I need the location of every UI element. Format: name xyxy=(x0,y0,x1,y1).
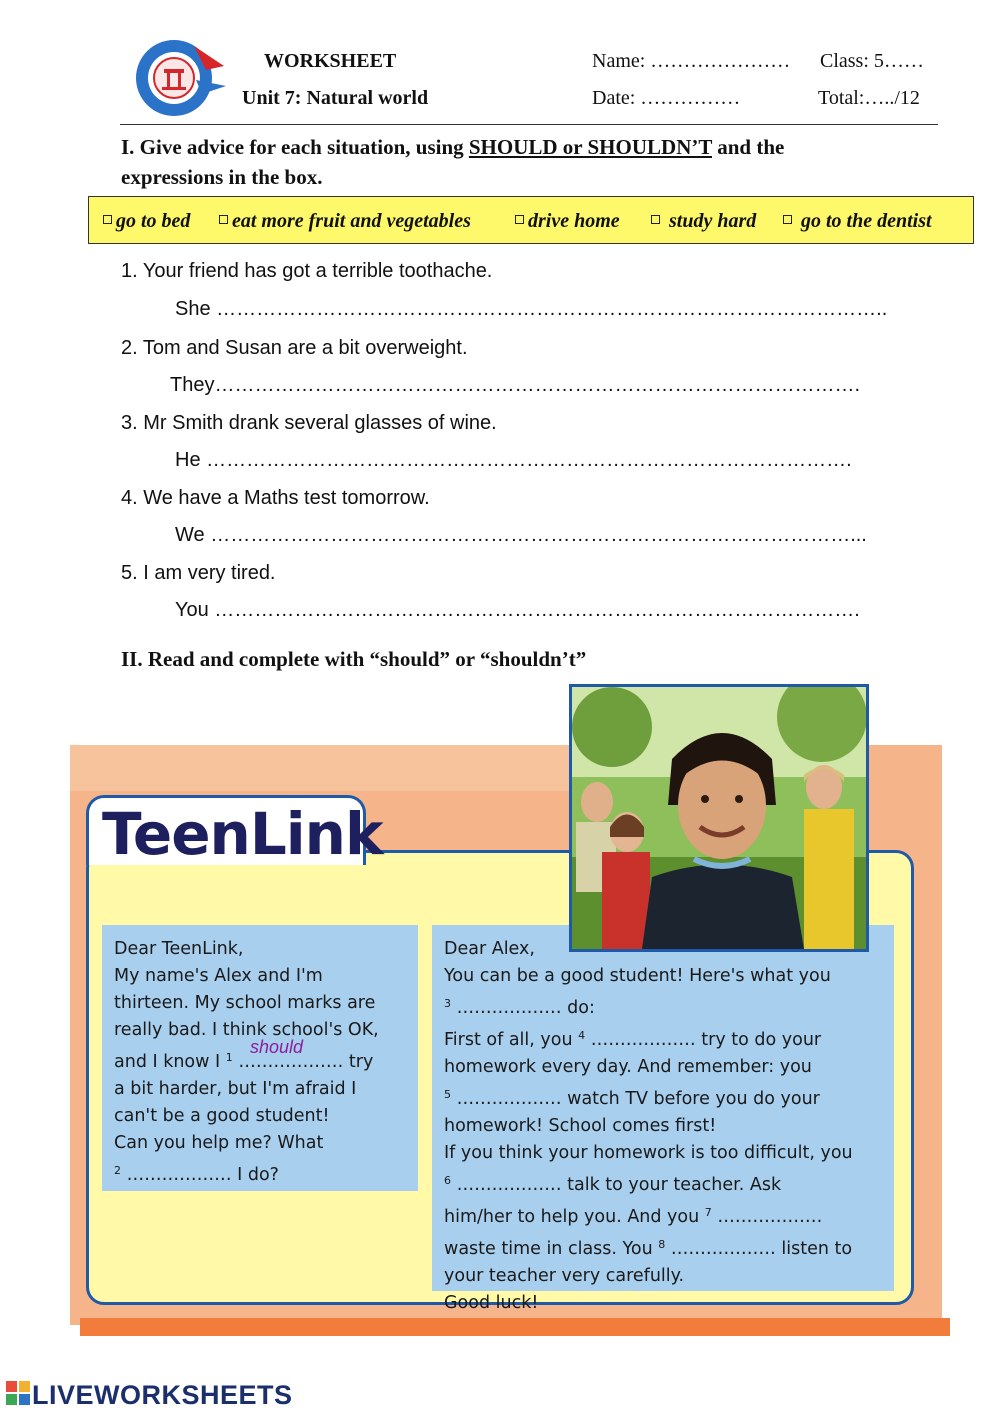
header-divider xyxy=(120,124,938,125)
worksheet-title: WORKSHEET xyxy=(264,50,397,72)
class-field[interactable]: Class: 5…… xyxy=(820,50,924,72)
square-bullet-icon xyxy=(651,215,660,224)
square-bullet-icon xyxy=(515,215,524,224)
blank-2[interactable]: ……………… I do? xyxy=(126,1165,279,1185)
answer-line-1[interactable]: She ……………………………………………………………………………………….. xyxy=(175,298,888,320)
name-field[interactable]: Name: ………………… xyxy=(592,50,791,72)
blank-4[interactable]: ……………… try to do your xyxy=(590,1030,822,1050)
question-4: 4. We have a Maths test tomorrow. xyxy=(121,487,430,509)
blank-8[interactable]: ……………… listen to xyxy=(670,1239,853,1259)
square-bullet-icon xyxy=(219,215,228,224)
torn-paper-edge xyxy=(70,745,570,791)
question-5: 5. I am very tired. xyxy=(121,562,276,584)
question-2: 2. Tom and Susan are a bit overweight. xyxy=(121,337,468,359)
blank-3[interactable]: ……………… do: xyxy=(456,998,595,1018)
answer-line-2[interactable]: They……………………………………………………………………………………. xyxy=(170,374,861,396)
answer-line-4[interactable]: We ……………………………………………………………………………………... xyxy=(175,524,867,546)
total-field: Total:…../12 xyxy=(818,87,920,109)
section2-title: II. Read and complete with “should” or “shouldn’t” xyxy=(121,647,587,671)
question-3: 3. Mr Smith drank several glasses of wine. xyxy=(121,412,497,434)
unit-title: Unit 7: Natural world xyxy=(242,87,429,109)
square-bullet-icon xyxy=(783,215,792,224)
expression-item: go to bed xyxy=(103,210,190,233)
letter-reply: Dear Alex, You can be a good student! Here's what you $^3$ ……………… do: First of all, you $^4$ ……………… try to do your homework every day. And remember: you $^5$ ……………… watch TV before you do your homework! School comes first! If you think your homework is too difficult, you $^6$ ……………… talk to your teacher. Ask him/her to help you. And you $^7$ ……………… waste time in class. You $^8$ ……………… listen to your teacher very carefully. Good luck! xyxy=(444,939,853,1313)
blank-5[interactable]: ……………… watch TV before you do your xyxy=(456,1089,820,1109)
expressions-box xyxy=(88,196,974,244)
teenlink-logo: TeenLink xyxy=(102,800,383,868)
liveworksheets-logo-icon xyxy=(6,1381,30,1405)
answer-line-5[interactable]: You ……………………………………………………………………………………. xyxy=(175,599,860,621)
blank-6[interactable]: ……………… talk to your teacher. Ask xyxy=(456,1175,782,1195)
expression-item: study hard xyxy=(651,210,756,233)
square-bullet-icon xyxy=(103,215,112,224)
question-1: 1. Your friend has got a terrible toothache. xyxy=(121,260,493,282)
blank-7[interactable]: ……………… xyxy=(717,1207,823,1227)
expression-item: eat more fruit and vegetables xyxy=(219,210,471,233)
school-emblem-icon xyxy=(132,36,230,120)
teenagers-photo-icon xyxy=(569,684,869,952)
expression-item: go to the dentist xyxy=(783,210,932,233)
section1-title: I. Give advice for each situation, using SHOULD or SHOULDN’T and the xyxy=(121,135,785,159)
section1-title-line2: expressions in the box. xyxy=(121,165,323,189)
example-answer: should xyxy=(250,1037,304,1057)
expression-item: drive home xyxy=(515,210,620,233)
liveworksheets-brand: LIVEWORKSHEETS xyxy=(32,1380,293,1410)
torn-paper-bottom-edge xyxy=(80,1318,950,1336)
date-field[interactable]: Date: …………… xyxy=(592,87,741,109)
answer-line-3[interactable]: He ……………………………………………………………………………………. xyxy=(175,449,852,471)
letter-alex: Dear TeenLink, My name's Alex and I'm thirteen. My school marks are really bad. I think school's OK, and I know I $^1$ ……………… try should a bit harder, but I'm afraid I can't be a good student! Can you help me? What $^2$ ……………… I do? xyxy=(114,939,379,1185)
